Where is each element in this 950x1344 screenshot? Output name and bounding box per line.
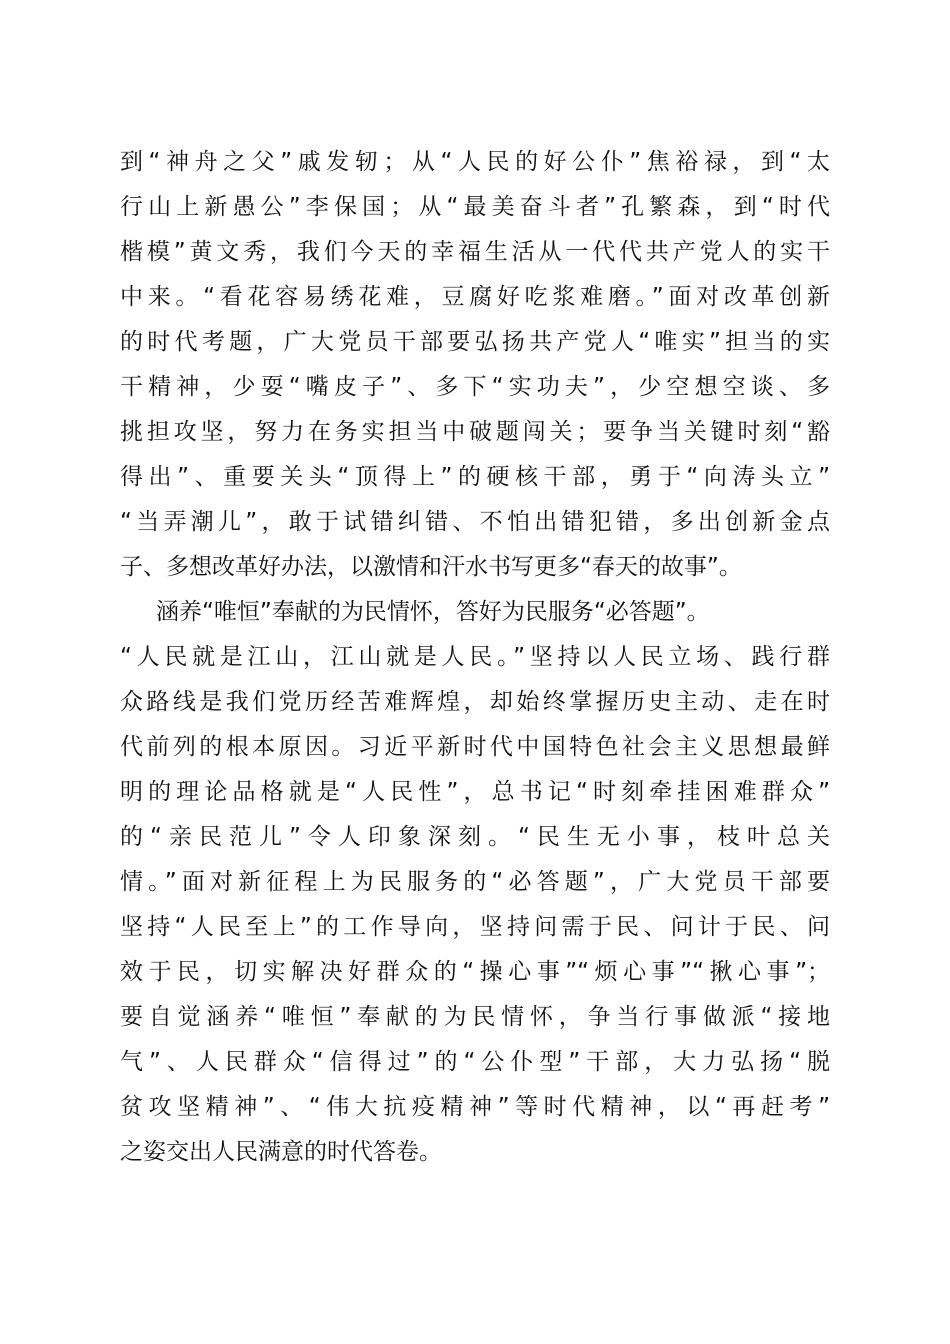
paragraph-1-line-9: “当弄潮儿”，敢于试错纠错、不怕出错犯错，多出创新金点 xyxy=(120,509,830,535)
paragraph-2-line-10: 要自觉涵养“唯恒”奉献的为民情怀，争当行事做派“接地 xyxy=(120,1004,830,1030)
paragraph-2-line-3: 众路线是我们党历经苦难辉煌，却始终掌握历史主动、走在时 xyxy=(120,689,830,715)
paragraph-2-line-13: 之姿交出人民满意的时代答卷。 xyxy=(120,1139,442,1165)
paragraph-2-line-12: 贫攻坚精神”、“伟大抗疫精神”等时代精神，以“再赶考” xyxy=(120,1094,830,1120)
paragraph-1-line-2: 行山上新愚公”李保国；从“最美奋斗者”孔繁森，到“时代 xyxy=(120,194,830,220)
paragraph-2-line-8: 坚持“人民至上”的工作导向，坚持问需于民、问计于民、问 xyxy=(120,914,830,940)
paragraph-2-line-11: 气”、人民群众“信得过”的“公仆型”干部，大力弘扬“脱 xyxy=(120,1049,830,1075)
paragraph-2-line-6: 的“亲民范儿”令人印象深刻。“民生无小事，枝叶总关 xyxy=(120,824,830,850)
paragraph-2-line-9: 效于民，切实解决好群众的“操心事”“烦心事”“揪心事”； xyxy=(120,959,830,985)
paragraph-1-line-7: 挑担攻坚，努力在务实担当中破题闯关；要争当关键时刻“豁 xyxy=(120,419,830,445)
paragraph-2-line-5: 明的理论品格就是“人民性”，总书记“时刻牵挂困难群众” xyxy=(120,779,830,805)
paragraph-2-line-1: 涵养“唯恒”奉献的为民情怀，答好为民服务“必答题”。 xyxy=(156,599,710,625)
body-text xyxy=(120,140,830,1175)
paragraph-2-line-4: 代前列的根本原因。习近平新时代中国特色社会主义思想最鲜 xyxy=(120,734,830,760)
paragraph-1-line-10: 子、多想改革好办法，以激情和汗水书写更多“春天的故事”。 xyxy=(120,554,742,580)
paragraph-1-line-8: 得出”、重要关头“顶得上”的硬核干部，勇于“向涛头立” xyxy=(120,464,830,490)
paragraph-2-line-2: “人民就是江山，江山就是人民。”坚持以人民立场、践行群 xyxy=(120,644,830,670)
paragraph-1-line-5: 的时代考题，广大党员干部要弘扬共产党人“唯实”担当的实 xyxy=(120,329,830,355)
paragraph-1-line-6: 干精神，少耍“嘴皮子”、多下“实功夫”，少空想空谈、多 xyxy=(120,374,830,400)
paragraph-1-line-1: 到“神舟之父”戚发轫；从“人民的好公仆”焦裕禄，到“太 xyxy=(120,149,830,175)
paragraph-1-line-3: 楷模”黄文秀，我们今天的幸福生活从一代代共产党人的实干 xyxy=(120,239,830,265)
paragraph-2-line-7: 情。”面对新征程上为民服务的“必答题”，广大党员干部要 xyxy=(120,869,830,895)
paragraph-1-line-4: 中来。“看花容易绣花难，豆腐好吃浆难磨。”面对改革创新 xyxy=(120,284,830,310)
